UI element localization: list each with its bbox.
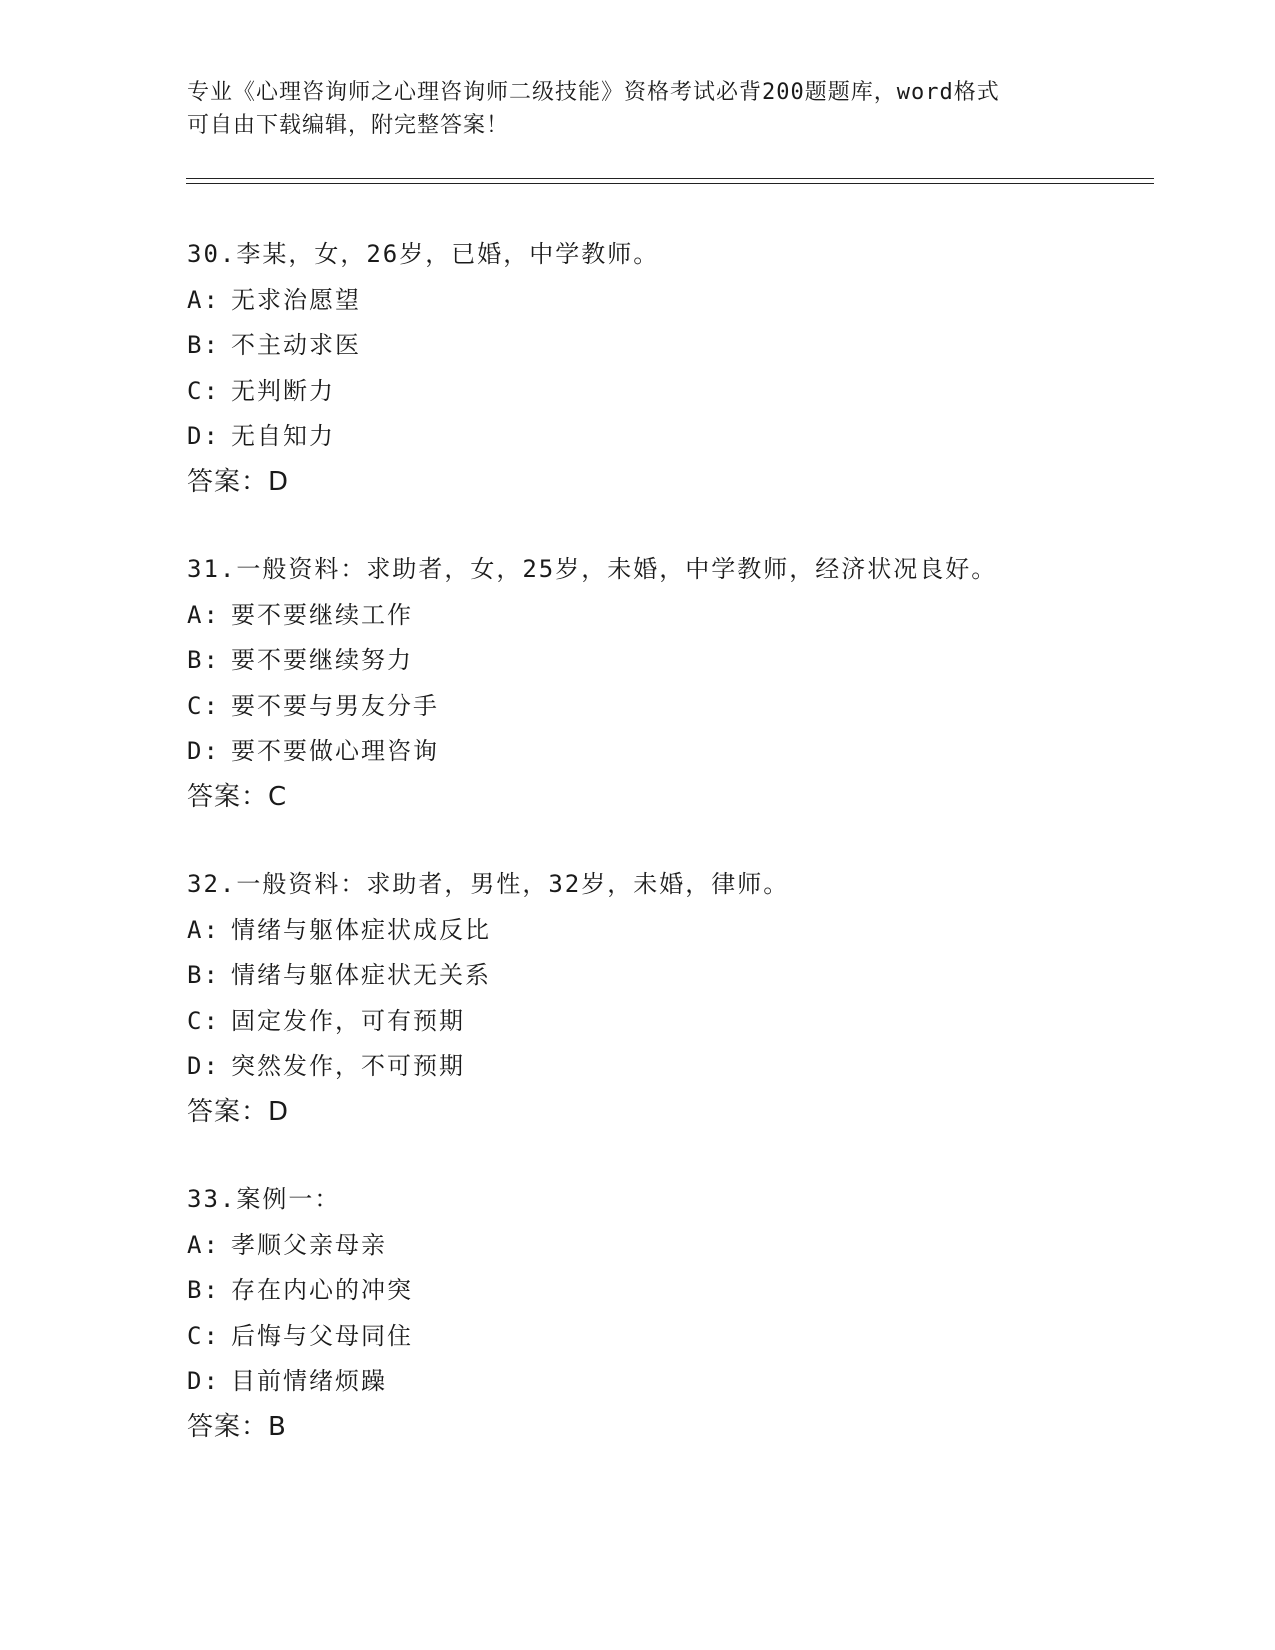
option-b xyxy=(187,644,1187,676)
option-a xyxy=(187,914,1187,946)
option-letter: A: xyxy=(187,915,220,944)
option-b xyxy=(187,959,1187,991)
option-letter: C: xyxy=(187,691,220,720)
option-d xyxy=(187,735,1187,767)
option-a xyxy=(187,1229,1187,1261)
option-letter: C: xyxy=(187,376,220,405)
option-text: 要不要与男友分手 xyxy=(231,691,439,720)
option-c xyxy=(187,1005,1187,1037)
question-stem: 33.案例一： xyxy=(187,1185,341,1213)
answer: 答案：D xyxy=(187,466,290,497)
option-c xyxy=(187,690,1187,722)
answer: 答案：C xyxy=(187,781,288,812)
question-32 xyxy=(187,868,1187,1128)
option-letter: B: xyxy=(187,646,220,674)
question-stem: 31.一般资料：求助者，女，25岁，未婚，中学教师，经济状况良好。 xyxy=(187,555,998,583)
question-33 xyxy=(187,1183,1187,1443)
option-text: 情绪与躯体症状成反比 xyxy=(231,915,491,944)
option-text: 孝顺父亲母亲 xyxy=(231,1230,387,1259)
question-30 xyxy=(187,238,1187,498)
option-letter: D: xyxy=(187,737,220,765)
option-text: 无判断力 xyxy=(231,376,335,405)
option-letter: D: xyxy=(187,1367,220,1395)
option-text: 存在内心的冲突 xyxy=(231,1276,413,1304)
header-line-1: 专业《心理咨询师之心理咨询师二级技能》资格考试必背200题题库，word格式 xyxy=(187,80,1000,105)
option-letter: B: xyxy=(187,1276,220,1304)
option-text: 目前情绪烦躁 xyxy=(231,1367,387,1395)
option-b xyxy=(187,329,1187,361)
option-d xyxy=(187,1365,1187,1397)
header-divider-top xyxy=(186,178,1154,179)
option-text: 要不要继续努力 xyxy=(231,646,413,674)
question-stem: 32.一般资料：求助者，男性，32岁，未婚，律师。 xyxy=(187,870,790,898)
option-a xyxy=(187,284,1187,316)
option-text: 无自知力 xyxy=(231,422,335,450)
option-a xyxy=(187,599,1187,631)
option-letter: C: xyxy=(187,1006,220,1035)
option-d xyxy=(187,420,1187,452)
answer: 答案：B xyxy=(187,1411,287,1442)
option-text: 固定发作，可有预期 xyxy=(231,1006,465,1035)
option-text: 要不要做心理咨询 xyxy=(231,737,439,765)
header-divider-bottom xyxy=(186,183,1154,184)
option-c xyxy=(187,375,1187,407)
option-text: 后悔与父母同住 xyxy=(231,1321,413,1350)
option-letter: D: xyxy=(187,1052,220,1080)
question-31 xyxy=(187,553,1187,813)
option-text: 不主动求医 xyxy=(231,331,361,359)
option-letter: D: xyxy=(187,422,220,450)
option-letter: A: xyxy=(187,600,220,629)
option-text: 突然发作，不可预期 xyxy=(231,1052,465,1080)
header-line-2: 可自由下载编辑，附完整答案！ xyxy=(187,113,510,138)
option-text: 无求治愿望 xyxy=(231,285,361,314)
option-letter: A: xyxy=(187,285,220,314)
option-letter: A: xyxy=(187,1230,220,1259)
option-letter: B: xyxy=(187,331,220,359)
answer: 答案：D xyxy=(187,1096,290,1127)
question-stem: 30.李某，女，26岁，已婚，中学教师。 xyxy=(187,240,660,268)
option-b xyxy=(187,1274,1187,1306)
option-d xyxy=(187,1050,1187,1082)
document-header xyxy=(187,76,1087,142)
option-c xyxy=(187,1320,1187,1352)
option-text: 要不要继续工作 xyxy=(231,600,413,629)
option-text: 情绪与躯体症状无关系 xyxy=(231,961,491,989)
option-letter: C: xyxy=(187,1321,220,1350)
option-letter: B: xyxy=(187,961,220,989)
